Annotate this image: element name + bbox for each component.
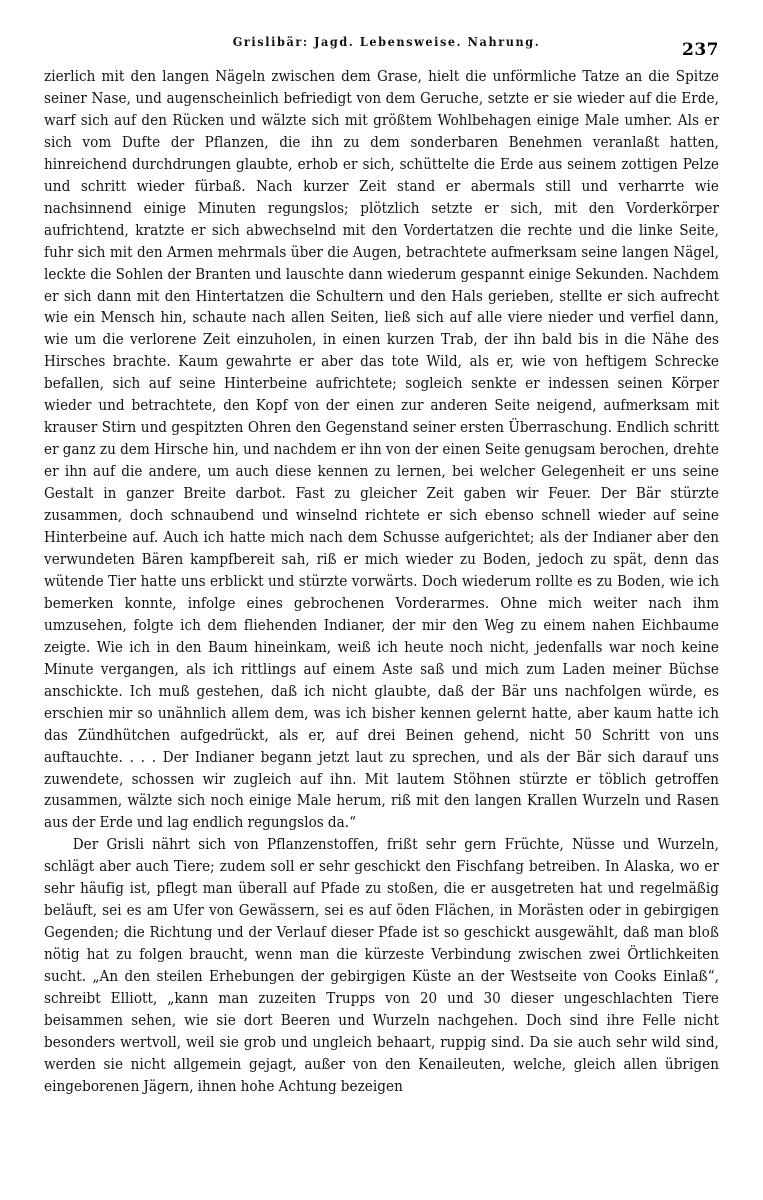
page-number: 237 bbox=[682, 40, 719, 60]
paragraph: Der Grisli nährt sich von Pflanzenstoffen, frißt sehr gern Früchte, Nüsse und Wurzeln, schlägt aber auch Tiere; zudem soll er sehr geschickt den Fischfang betreiben. In Alaska, wo er sehr häufig ist, pflegt man überall auf Pfade zu stoßen, die er ausgetreten hat und regelmäßig beläuft, sei es am Ufer von Gewässern, sei es auf öden Flächen, in Morästen oder in gebirgigen Gegenden; die Richtung und der Verlauf dieser Pfade ist so geschickt ausgewählt, daß man bloß nötig hat zu folgen braucht, wenn man die kürzeste Verbindung zwischen zwei Örtlichkeiten sucht. „An den steilen Erhebungen der gebirgigen Küste an der Westseite von Cooks Einlaß“, schreibt Elliott, „kann man zuzeiten Trupps von 20 und 30 dieser ungeschlachten Tiere beisammen sehen, wie sie dort Beeren und Wurzeln nachgehen. Doch sind ihre Felle nicht besonders wertvoll, weil sie grob und ungleich behaart, ruppig sind. Da sie auch sehr wild sind, werden sie nicht allgemein gejagt, außer von den Kenaileuten, welche, gleich allen übrigen eingeborenen Jägern, ihnen hohe Achtung bezeigen bbox=[44, 835, 719, 1095]
body-text bbox=[44, 66, 719, 1098]
paragraph: zierlich mit den langen Nägeln zwischen dem Grase, hielt die unförmliche Tatze an die Spitze seiner Nase, und augenscheinlich befriedigt von dem Geruche, setzte er sie wieder auf die Erde, warf sich auf den Rücken und wälzte sich mit größtem Wohlbehagen einige Male umher. Als er sich vom Dufte der Pflanzen, die ihn zu dem sonderbaren Benehmen veranlaßt hatten, hinreichend durchdrungen glaubte, erhob er sich, schüttelte die Erde aus seinem zottigen Pelze und schritt wieder fürbaß. Nach kurzer Zeit stand er abermals still und verharrte wie nachsinnend einige Minuten regungslos; plötzlich setzte er sich, mit den Vorderkörper aufrichtend, kratzte er sich abwechselnd mit den Vordertatzen die rechte und die linke Seite, fuhr sich mit den Armen mehrmals über die Augen, betrachtete aufmerksam seine langen Nägel, leckte die Sohlen der Branten und lauschte dann wiederum gespannt einige Sekunden. Nachdem er sich dann mit den Hintertatzen die Schultern und den Hals gerieben, stellte er sich aufrecht wie ein Mensch hin, schaute nach allen Seiten, ließ sich auf alle viere nieder und verfiel dann, wie um die verlorene Zeit einzuholen, in einen kurzen Trab, der ihn bald bis in die Nähe des Hirsches brachte. Kaum gewahrte er aber das tote Wild, als er, wie von heftigem Schrecke befallen, sich auf seine Hinterbeine aufrichtete; sogleich senkte er indessen seinen Körper wieder und betrachtete, den Kopf von der einen zur anderen Seite neigend, aufmerksam mit krauser Stirn und gespitzten Ohren den Gegenstand seiner ersten Überraschung. Endlich schritt er ganz zu dem Hirsche hin, und nachdem er ihn von der einen Seite genugsam berochen, drehte er ihn auf die andere, um auch diese kennen zu lernen, bei welcher Gelegenheit er uns seine Gestalt in ganzer Breite darbot. Fast zu gleicher Zeit gaben wir Feuer. Der Bär stürzte zusammen, doch schnaubend und winselnd richtete er sich ebenso schnell wieder auf seine Hinterbeine auf. Auch ich hatte mich nach dem Schusse aufgerichtet; als der Indianer aber den verwundeten Bären kampfbereit sah, riß er mich wieder zu Boden, jedoch zu spät, denn das wütende Tier hatte uns erblickt und stürzte vorwärts. Doch wiederum rollte es zu Boden, wie ich bemerken konnte, infolge eines gebrochenen Vorderarmes. Ohne mich weiter nach ihm umzusehen, folgte ich dem fliehenden Indianer, der mir den Weg zu einem nahen Eichbaume zeigte. Wie ich in den Baum hineinkam, weiß ich heute noch nicht, jedenfalls war noch keine Minute vergangen, als ich rittlings auf einem Aste saß und mich zum Laden meiner Büchse anschickte. Ich muß gestehen, daß ich nicht glaubte, daß der Bär uns nachfolgen würde, es erschien mir so unähnlich allem dem, was ich bisher kennen gelernt hatte, aber kaum hatte ich das Zündhütchen aufgedrückt, als er, auf drei Beinen gehend, nicht 50 Schritt von uns auftauchte. . . . Der Indianer begann jetzt laut zu sprechen, und als der Bär sich darauf uns zuwendete, schossen wir zugleich auf ihn. Mit lautem Stöhnen stürzte er töblich getroffen zusammen, wälzte sich noch einige Male herum, riß mit den langen Krallen Wurzeln und Rasen aus der Erde und lag endlich regungslos da.“ bbox=[44, 67, 719, 832]
running-head bbox=[44, 34, 719, 60]
running-head-title: Grislibär: Jagd. Lebensweise. Nahrung. bbox=[232, 34, 541, 49]
